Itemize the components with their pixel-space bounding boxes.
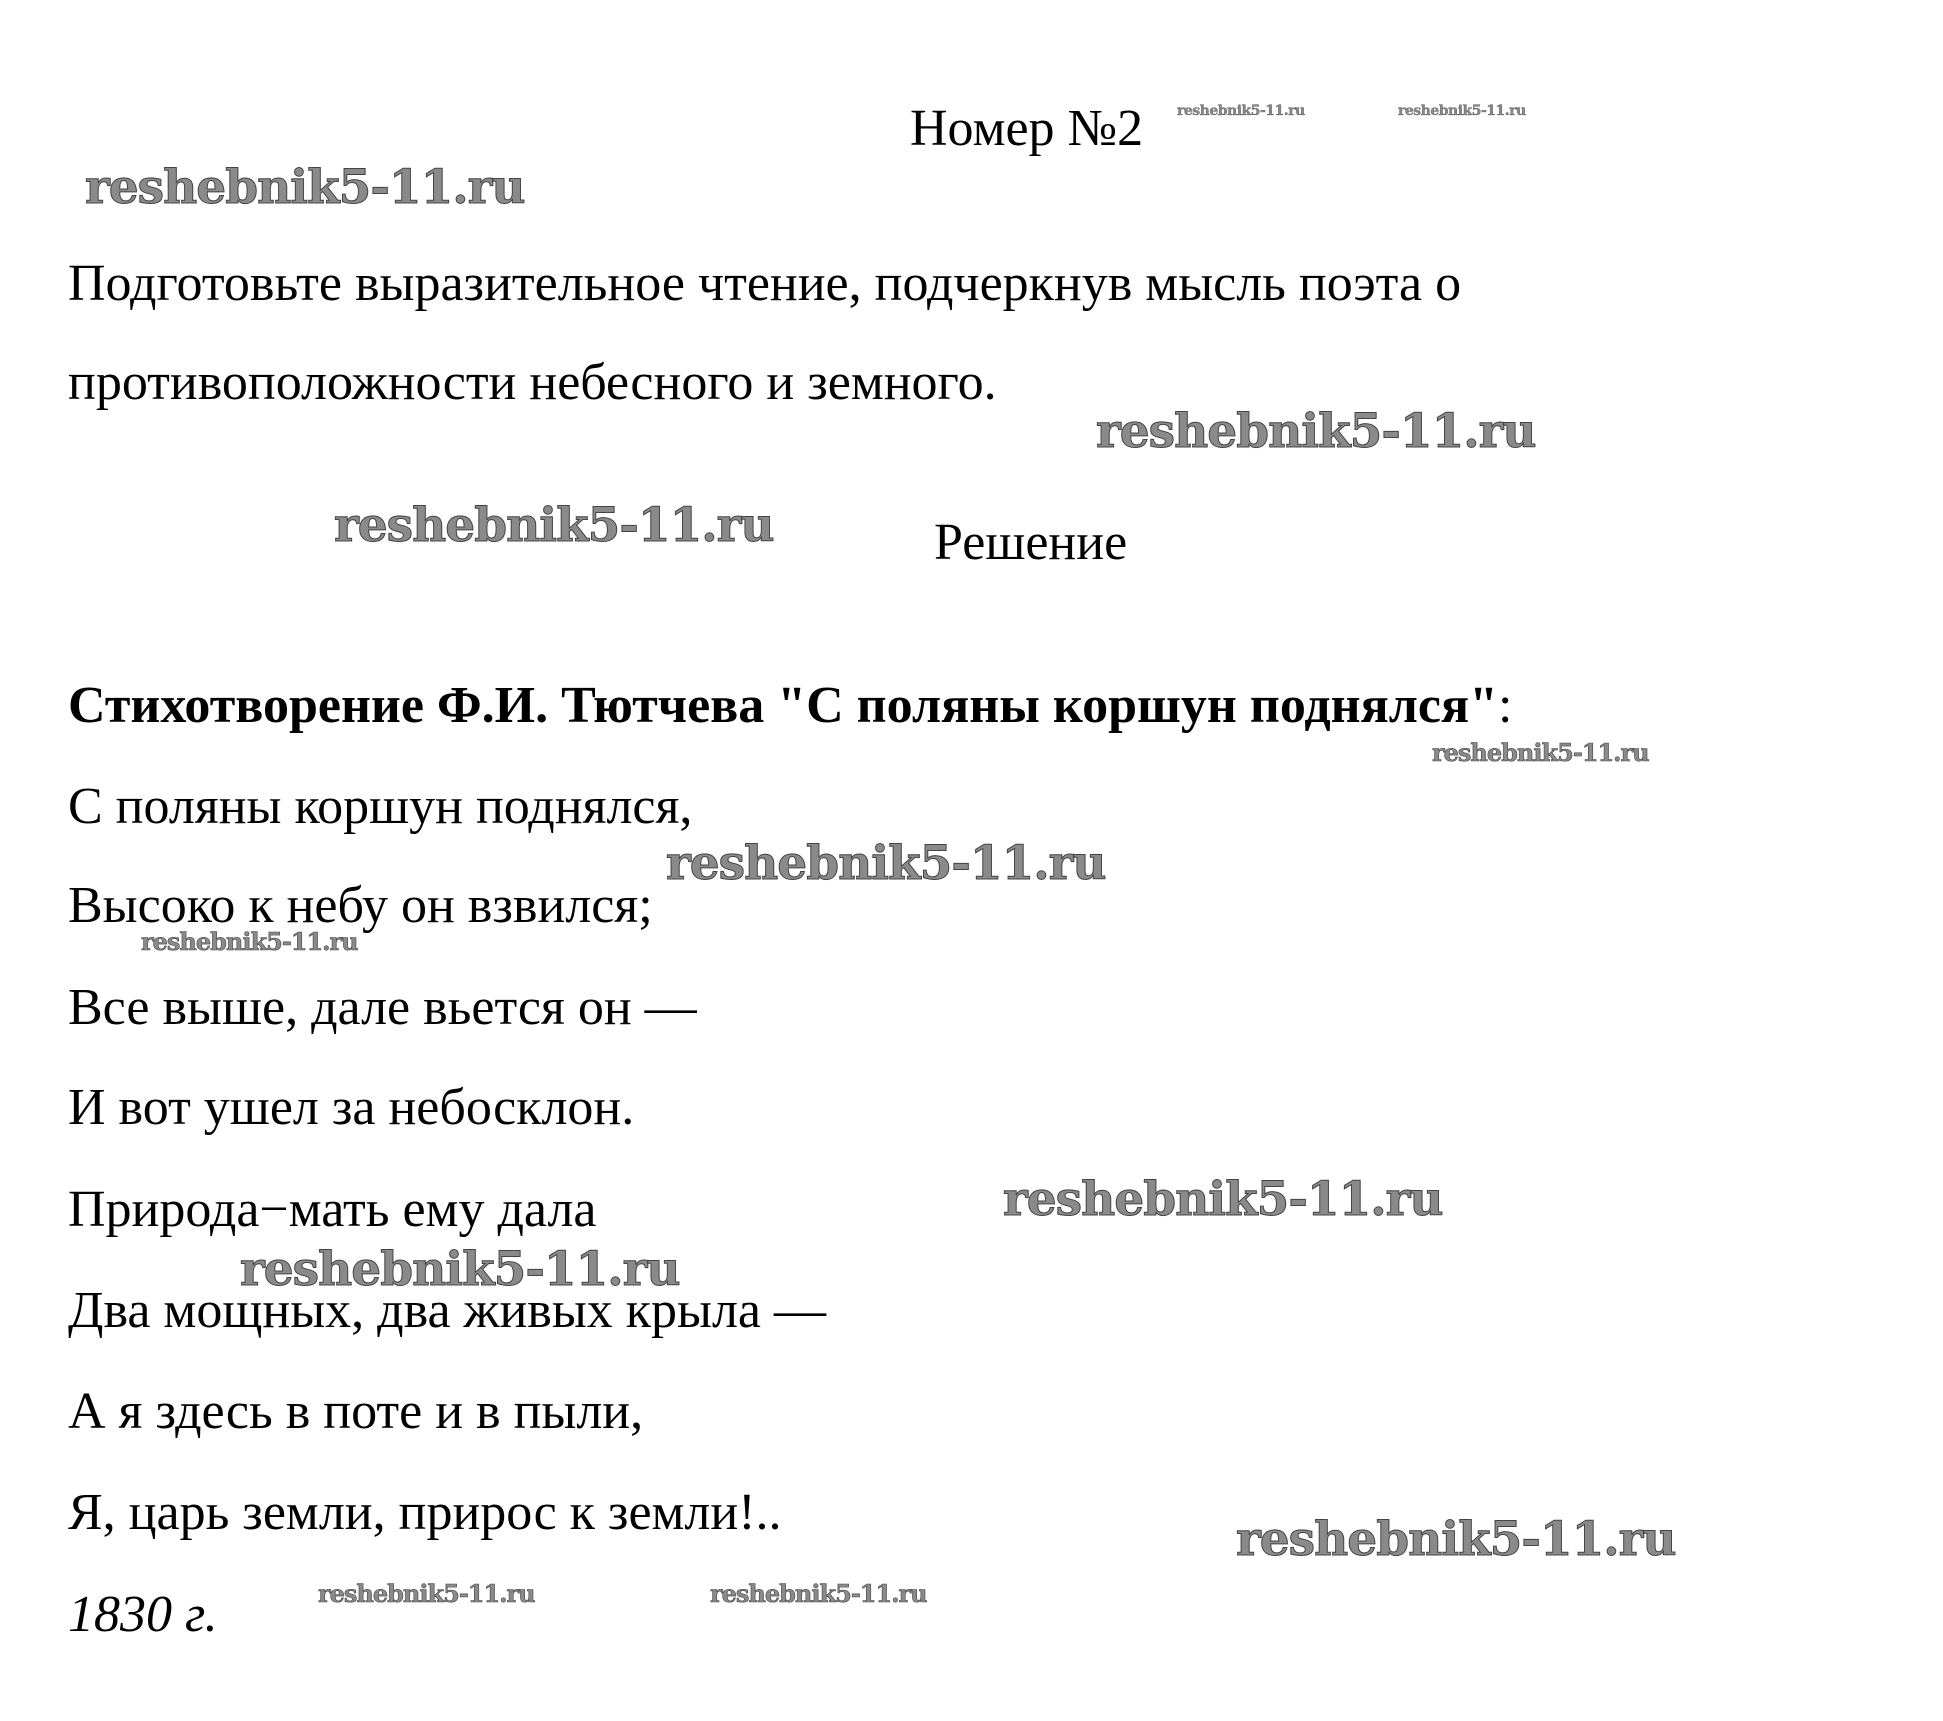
watermark: reshebnik5-11.ru (1398, 103, 1526, 119)
watermark: reshebnik5-11.ru (240, 1242, 680, 1297)
poem-line: Все выше, дале вьется он — (68, 979, 697, 1036)
poem-year: 1830 г. (68, 1586, 218, 1643)
watermark: reshebnik5-11.ru (1236, 1512, 1676, 1567)
watermark: reshebnik5-11.ru (1432, 738, 1649, 767)
watermark: reshebnik5-11.ru (1003, 1172, 1443, 1227)
poem-heading (68, 677, 1513, 734)
watermark: reshebnik5-11.ru (318, 1579, 535, 1608)
watermark: reshebnik5-11.ru (666, 836, 1106, 891)
watermark: reshebnik5-11.ru (1177, 103, 1305, 119)
poem-line: С поляны коршун поднялся, (68, 778, 693, 835)
watermark: reshebnik5-11.ru (85, 160, 525, 215)
poem-heading-text: Стихотворение Ф.И. Тютчева "С поляны коршун поднялся" (68, 677, 1498, 734)
poem-line: И вот ушел за небосклон. (68, 1079, 635, 1136)
watermark: reshebnik5-11.ru (1096, 404, 1536, 459)
poem-heading-colon: : (1498, 677, 1513, 734)
poem-line: Природа−мать ему дала (68, 1181, 597, 1238)
poem-line: А я здесь в поте и в пыли, (68, 1383, 644, 1440)
task-title: Номер №2 (910, 100, 1144, 157)
poem-line: Я, царь земли, прирос к земли!.. (68, 1484, 782, 1541)
poem-line: Два мощных, два живых крыла — (68, 1282, 827, 1339)
poem-line: Высоко к небу он взвился; (68, 877, 653, 934)
watermark: reshebnik5-11.ru (141, 927, 358, 956)
task-text-line: Подготовьте выразительное чтение, подчеркнув мысль поэта о (68, 255, 1462, 312)
watermark: reshebnik5-11.ru (334, 498, 774, 553)
solution-label: Решение (934, 514, 1128, 571)
watermark: reshebnik5-11.ru (710, 1579, 927, 1608)
task-text-line: противоположности небесного и земного. (68, 354, 997, 411)
